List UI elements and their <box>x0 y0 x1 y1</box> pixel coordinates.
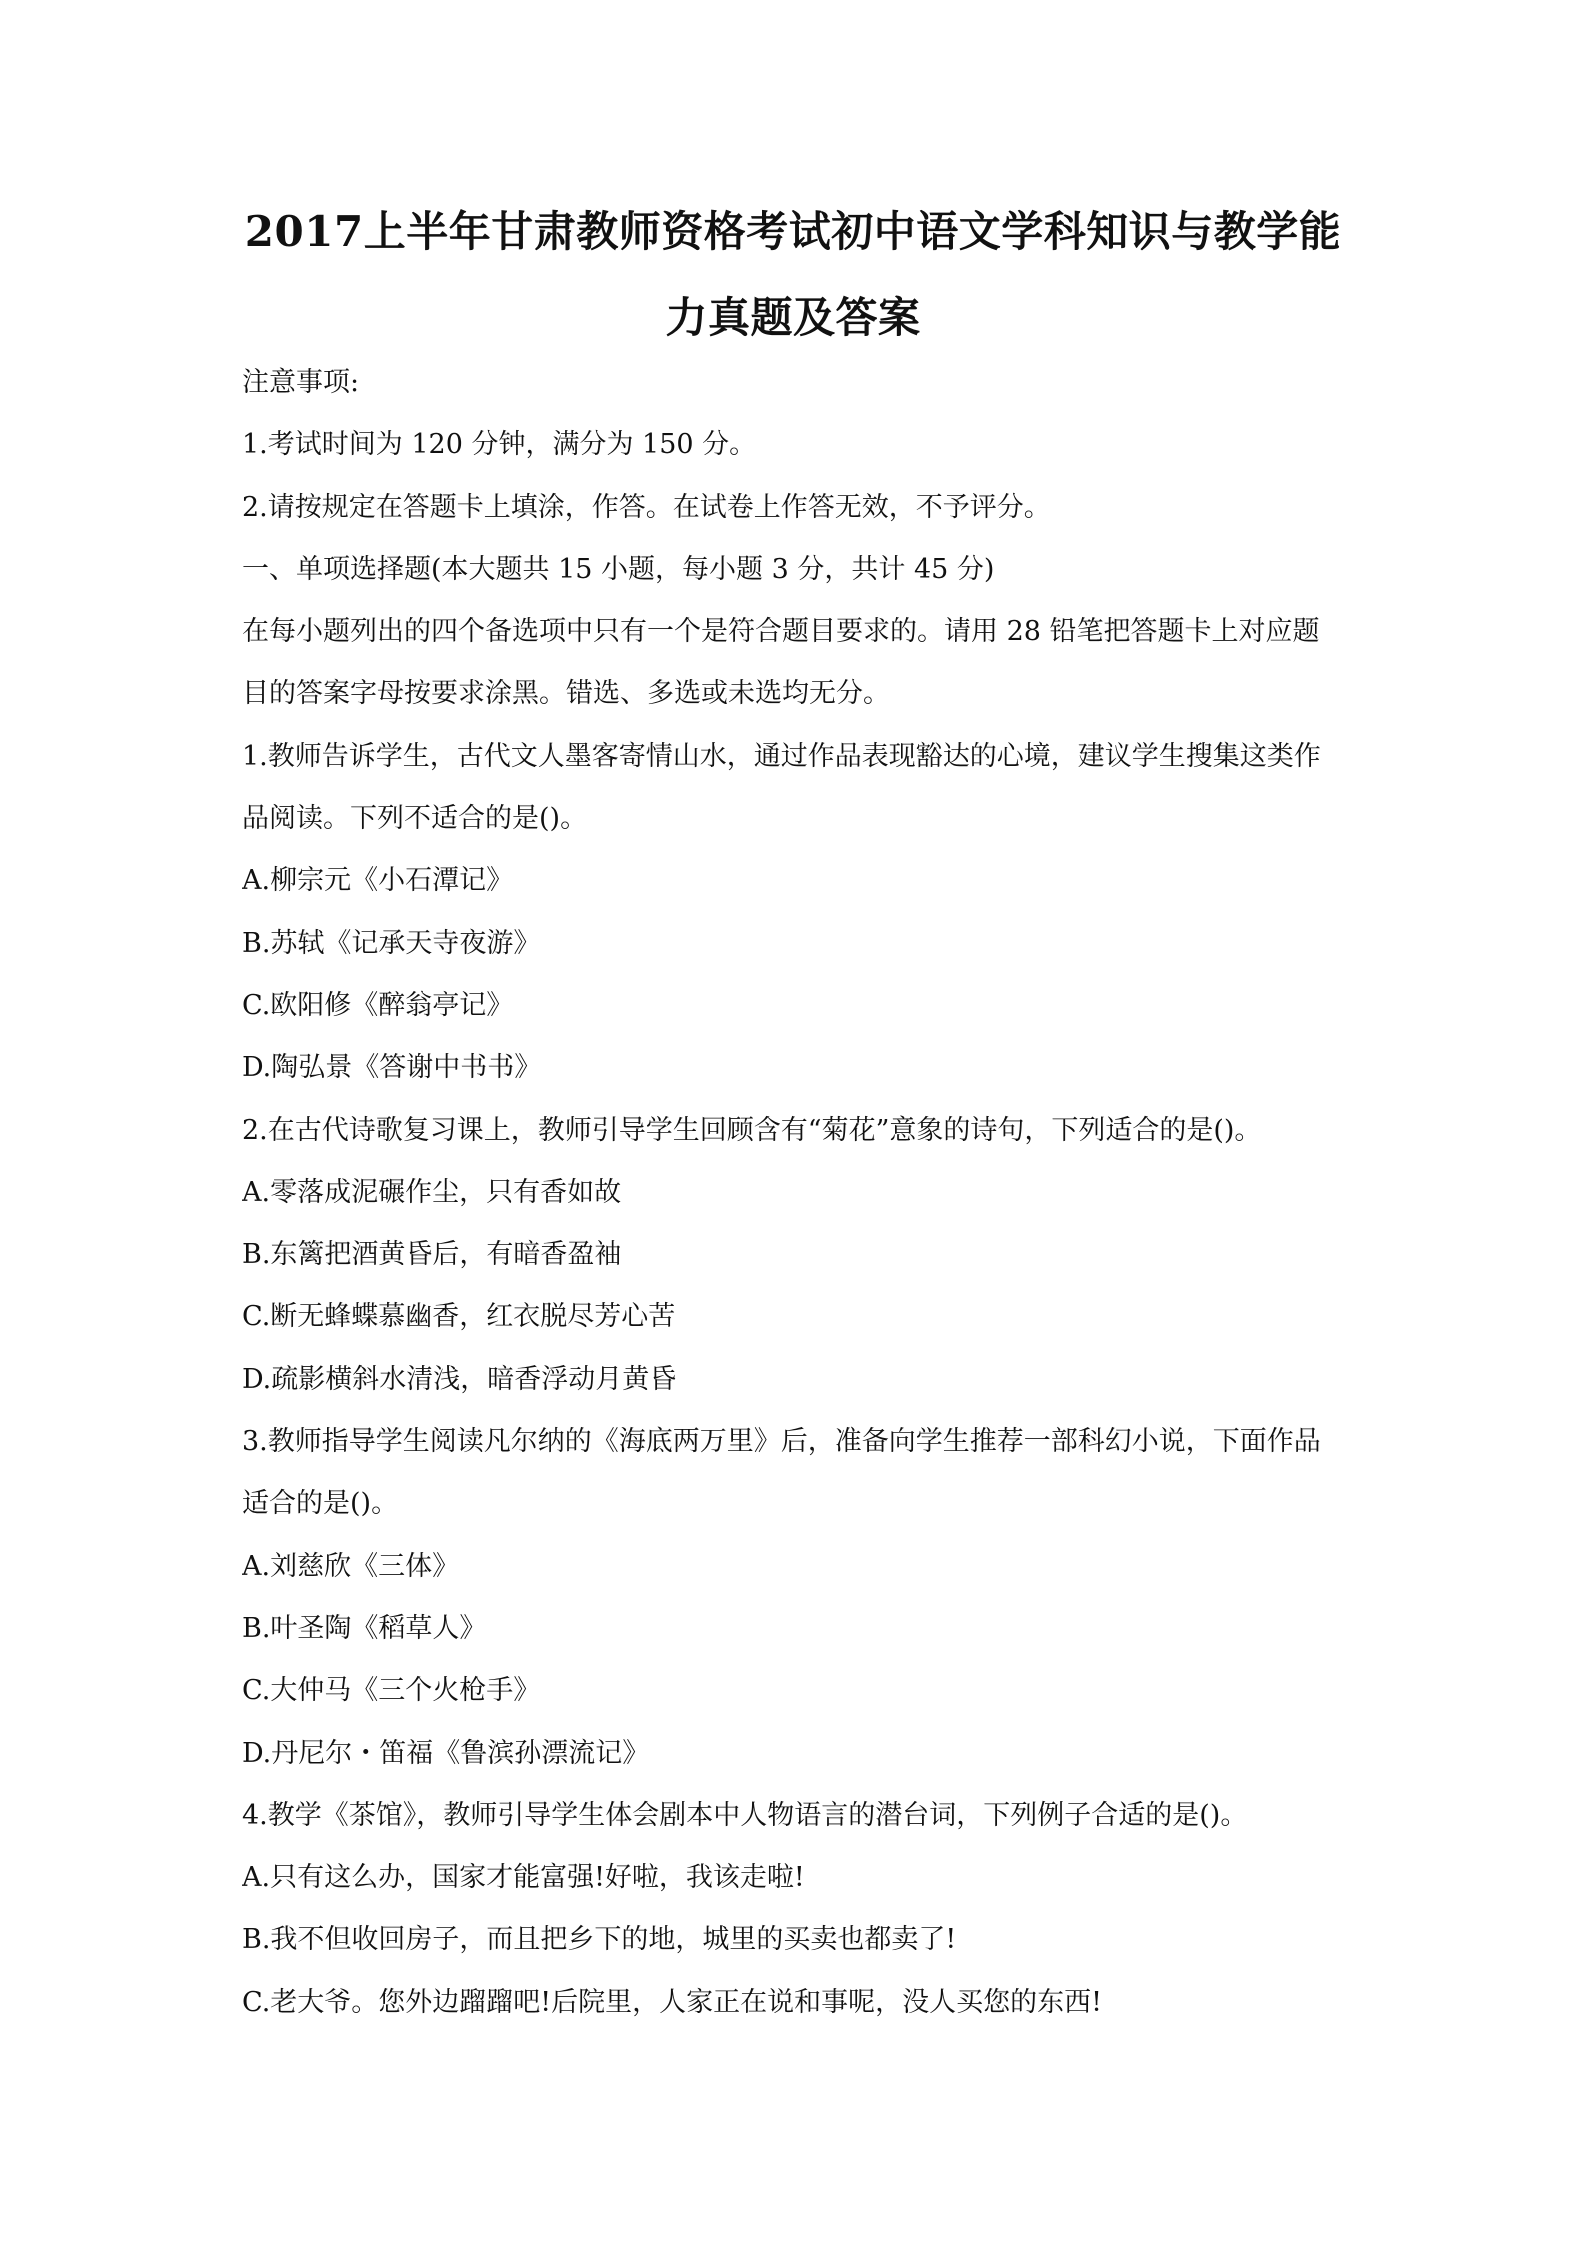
document-title-line-2: 力真题及答案 <box>665 293 921 342</box>
question-4-option-a: A.只有这么办，国家才能富强!好啦，我该走啦! <box>242 1862 805 1894</box>
section-instructions-cont: 目的答案字母按要求涂黑。错选、多选或未选均无分。 <box>242 678 890 710</box>
document-body <box>242 352 1362 2034</box>
question-1-stem-cont: 品阅读。下列不适合的是()。 <box>242 803 588 835</box>
question-3-option-a: A.刘慈欣《三体》 <box>242 1550 460 1582</box>
question-3-option-d: D.丹尼尔・笛福《鲁滨孙漂流记》 <box>242 1737 650 1769</box>
question-1-option-d: D.陶弘景《答谢中书书》 <box>242 1052 542 1084</box>
question-3-stem-cont: 适合的是()。 <box>242 1488 399 1520</box>
question-4-stem: 4.教学《茶馆》，教师引导学生体会剧本中人物语言的潜台词，下列例子合适的是()。 <box>242 1799 1248 1831</box>
question-2-option-b: B.东篱把酒黄昏后，有暗香盈袖 <box>242 1239 622 1271</box>
section-heading: 一、单项选择题(本大题共 15 小题，每小题 3 分，共计 45 分) <box>242 553 995 585</box>
question-1-stem: 1.教师告诉学生，古代文人墨客寄情山水，通过作品表现豁达的心境，建议学生搜集这类作 <box>242 740 1321 772</box>
question-2-option-c: C.断无蜂蝶慕幽香，红衣脱尽芳心苦 <box>242 1301 676 1333</box>
question-2-stem: 2.在古代诗歌复习课上，教师引导学生回顾含有“菊花”意象的诗句，下列适合的是()。 <box>242 1114 1262 1146</box>
notice-item-2: 2.请按规定在答题卡上填涂，作答。在试卷上作答无效，不予评分。 <box>242 491 1051 523</box>
question-1-option-b: B.苏轼《记承天寺夜游》 <box>242 927 541 959</box>
notice-heading: 注意事项: <box>242 367 360 398</box>
question-3-stem: 3.教师指导学生阅读凡尔纳的《海底两万里》后，准备向学生推荐一部科幻小说，下面作品 <box>242 1426 1321 1458</box>
question-3-option-c: C.大仲马《三个火枪手》 <box>242 1675 541 1707</box>
document-title-line-1: 2017上半年甘肃教师资格考试初中语文学科知识与教学能 <box>244 207 1342 256</box>
notice-item-1: 1.考试时间为 120 分钟，满分为 150 分。 <box>242 429 757 461</box>
section-instructions: 在每小题列出的四个备选项中只有一个是符合题目要求的。请用 28 铅笔把答题卡上对应题 <box>242 616 1320 648</box>
question-4-option-b: B.我不但收回房子，而且把乡下的地，城里的买卖也都卖了! <box>242 1924 957 1956</box>
question-2-option-d: D.疏影横斜水清浅，暗香浮动月黄昏 <box>242 1363 677 1395</box>
question-3-option-b: B.叶圣陶《稻草人》 <box>242 1612 487 1644</box>
question-4-option-c: C.老大爷。您外边蹓蹓吧!后院里，人家正在说和事呢，没人买您的东西! <box>242 1986 1102 2018</box>
question-1-option-c: C.欧阳修《醉翁亭记》 <box>242 989 514 1021</box>
question-2-option-a: A.零落成泥碾作尘，只有香如故 <box>242 1176 622 1208</box>
question-1-option-a: A.柳宗元《小石潭记》 <box>242 865 514 897</box>
